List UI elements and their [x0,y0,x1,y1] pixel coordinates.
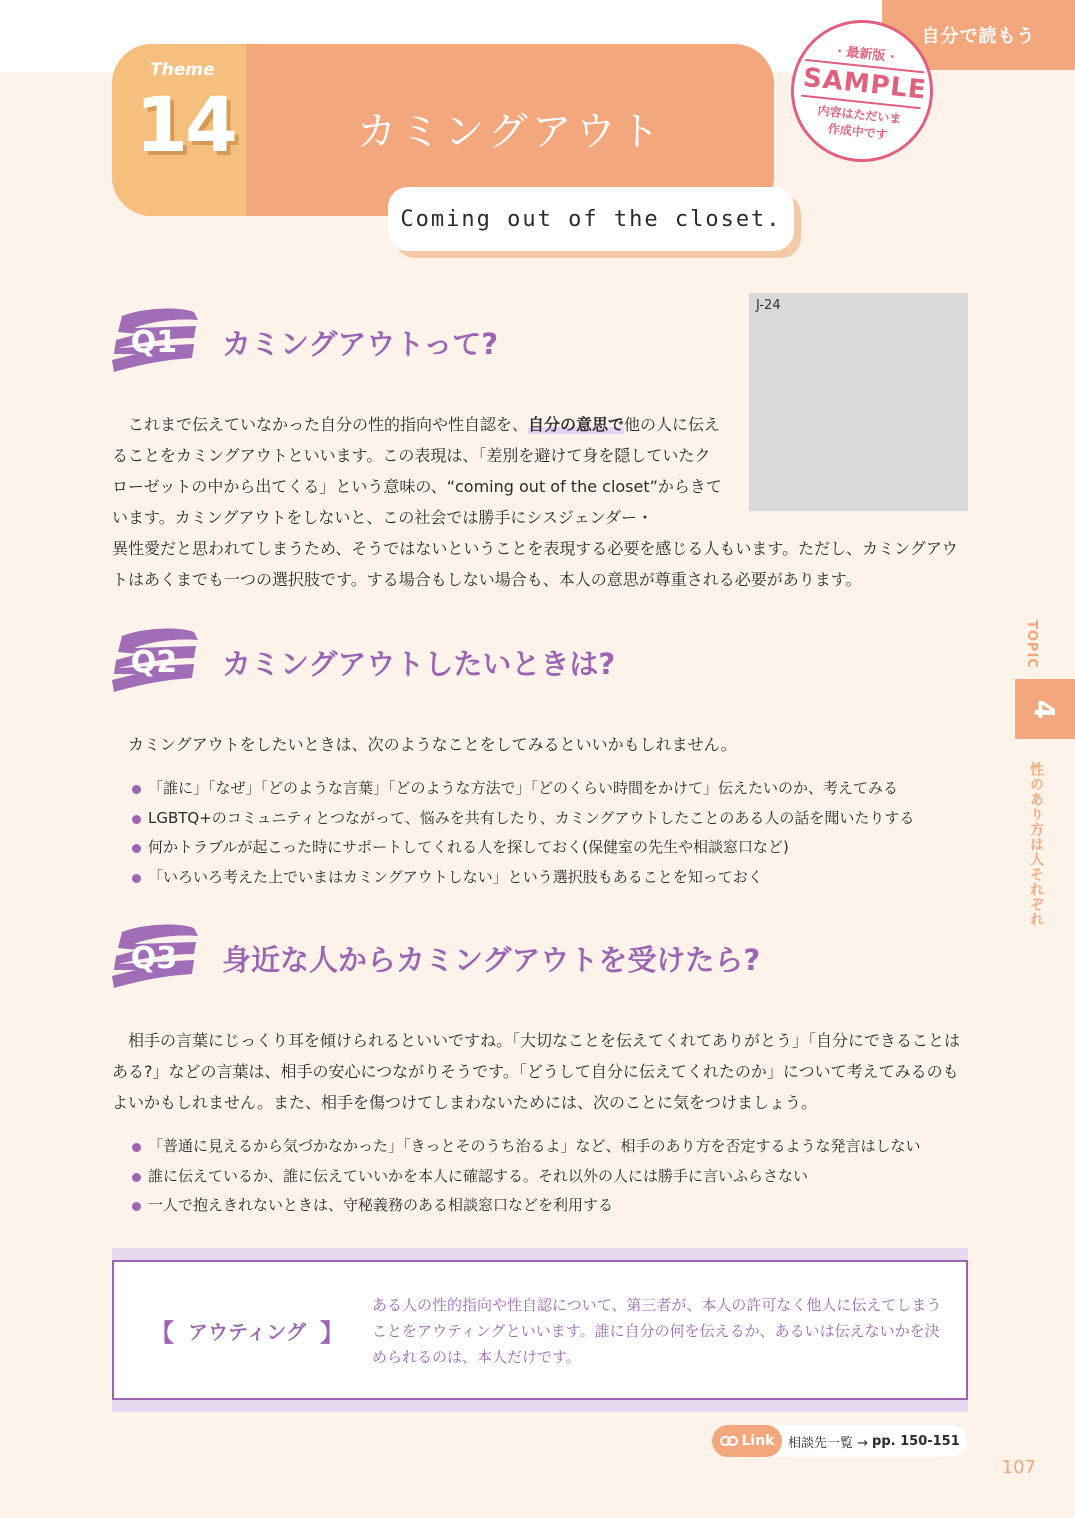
theme-word: Theme [150,60,215,80]
stamp-line-2: 作成中です [827,121,889,142]
q2-badge-text: Q2 [130,644,178,680]
q1-text-continued: 異性愛だと思われてしまうため、そうではないということを表現する必要を感じる人もいます。ただし、カミングアウトはあくまでも一つの選択肢です。する場合もしない場合も、本人の意思が尊重される必要があります。 [112,539,958,589]
image-placeholder-label: J-24 [756,298,781,313]
stamp-line-1: 内容はただいま [816,103,902,127]
sidebar-topic-number [1015,679,1075,739]
q1-paragraph [112,409,724,533]
link-text [788,1425,960,1457]
q2-heading: カミングアウトしたいときは? [222,647,616,681]
bracket-open: 【 [150,1318,174,1347]
category-corner-tab: 自分で読もう [882,0,1075,70]
q3-text: 相手の言葉にじっくり耳を傾けられるといいですね。「大切なことを伝えてくれてありがとう」「自分にできることはある?」などの言葉は、相手の安心につながりそうです。「どうして自分に伝えてくれたのか」について考えてみるのもよいかもしれません。また、相手を傷つけてしまわないためには、次のことに気をつけましょう。 [112,1031,961,1112]
q3-bullet-list [132,1132,921,1221]
q1-highlight: 自分の意思で [528,415,625,434]
sidebar-category: 性のあり方は人それぞれ [1028,762,1044,927]
q2-intro [112,729,970,760]
q3-badge [108,918,192,994]
link-pages: pp. 150-151 [872,1433,960,1449]
q1-text-before: これまで伝えていなかった自分の性的指向や性自認を、 [112,415,529,434]
q1-paragraph-continued [112,533,970,595]
q3-paragraph [112,1025,970,1118]
q3-heading: 身近な人からカミングアウトを受けたら? [222,943,761,977]
stamp-main-text: SAMPLE [801,59,924,109]
glossary-inner [112,1260,968,1400]
list-item: 一人で抱えきれないときは、守秘義務のある相談窓口などを利用する [132,1191,921,1221]
q1-heading: カミングアウトって? [222,327,499,361]
page-title: カミングアウト [356,108,664,155]
cross-reference-link[interactable] [712,1425,967,1457]
sidebar-topic-label: TOPIC [1024,620,1039,669]
theme-number: 14 [135,80,235,169]
list-item: 「普通に見えるから気づかなかった」「きっとそのうち治るよ」など、相手のあり方を否定するような発言はしない [132,1132,921,1162]
glossary-definition: ある人の性的指向や性自認について、第三者が、本人の許可なく他人に伝えてしまうことをアウティングといいます。誰に自分の何を伝えるか、あるいは伝えないかを決められるのは、本人だけです。 [372,1296,942,1366]
q2-intro-text: カミングアウトをしたいときは、次のようなことをしてみるといいかもしれません。 [112,735,737,754]
theme-number-panel [112,44,246,216]
list-item: 何かトラブルが起こった時にサポートしてくれる人を探しておく(保健室の先生や相談窓口など) [132,833,914,863]
glossary-box [112,1248,968,1412]
list-item: 誰に伝えているか、誰に伝えていいかを本人に確認する。それ以外の人には勝手に言いふらさない [132,1162,921,1192]
page-subtitle: Coming out of the closet. [388,187,794,251]
list-item: 「誰に」「なぜ」「どのような言葉」「どのような方法で」「どのくらい時間をかけて」伝えたいのか、考えてみる [132,774,914,804]
list-item: 「いろいろ考えた上でいまはカミングアウトしない」という選択肢もあることを知っておく [132,863,914,893]
q2-badge [108,622,192,698]
link-icon [720,1434,738,1448]
glossary-term-label: アウティング [188,1319,306,1344]
q3-badge-text: Q3 [130,940,178,976]
image-placeholder [749,293,968,511]
q2-bullet-list [132,774,914,892]
page-number: 107 [1001,1457,1036,1478]
bracket-close: 】 [320,1318,344,1347]
stamp-top-text: · 最新版 · [836,44,896,66]
q1-badge [108,302,192,378]
link-tag-text: Link [741,1433,775,1449]
link-label: 相談先一覧 → [788,1435,869,1451]
glossary-term [150,1262,344,1398]
list-item: LGBTQ+のコミュニティとつながって、悩みを共有したり、カミングアウトしたことのある人の話を聞いたりする [132,804,914,834]
link-tag [712,1425,782,1457]
q1-text-after: 他の人に伝えることをカミングアウトといいます。この表現は、「差別を避けて身を隠していたクローゼットの中から出てくる」という意味の、“coming out of the closet”からきています。カミングアウトをしないと、この社会では勝手にシスジェンダー・ [112,415,722,527]
q1-badge-text: Q1 [130,324,178,360]
sidebar-topic-number-text: 4 [1028,699,1062,719]
